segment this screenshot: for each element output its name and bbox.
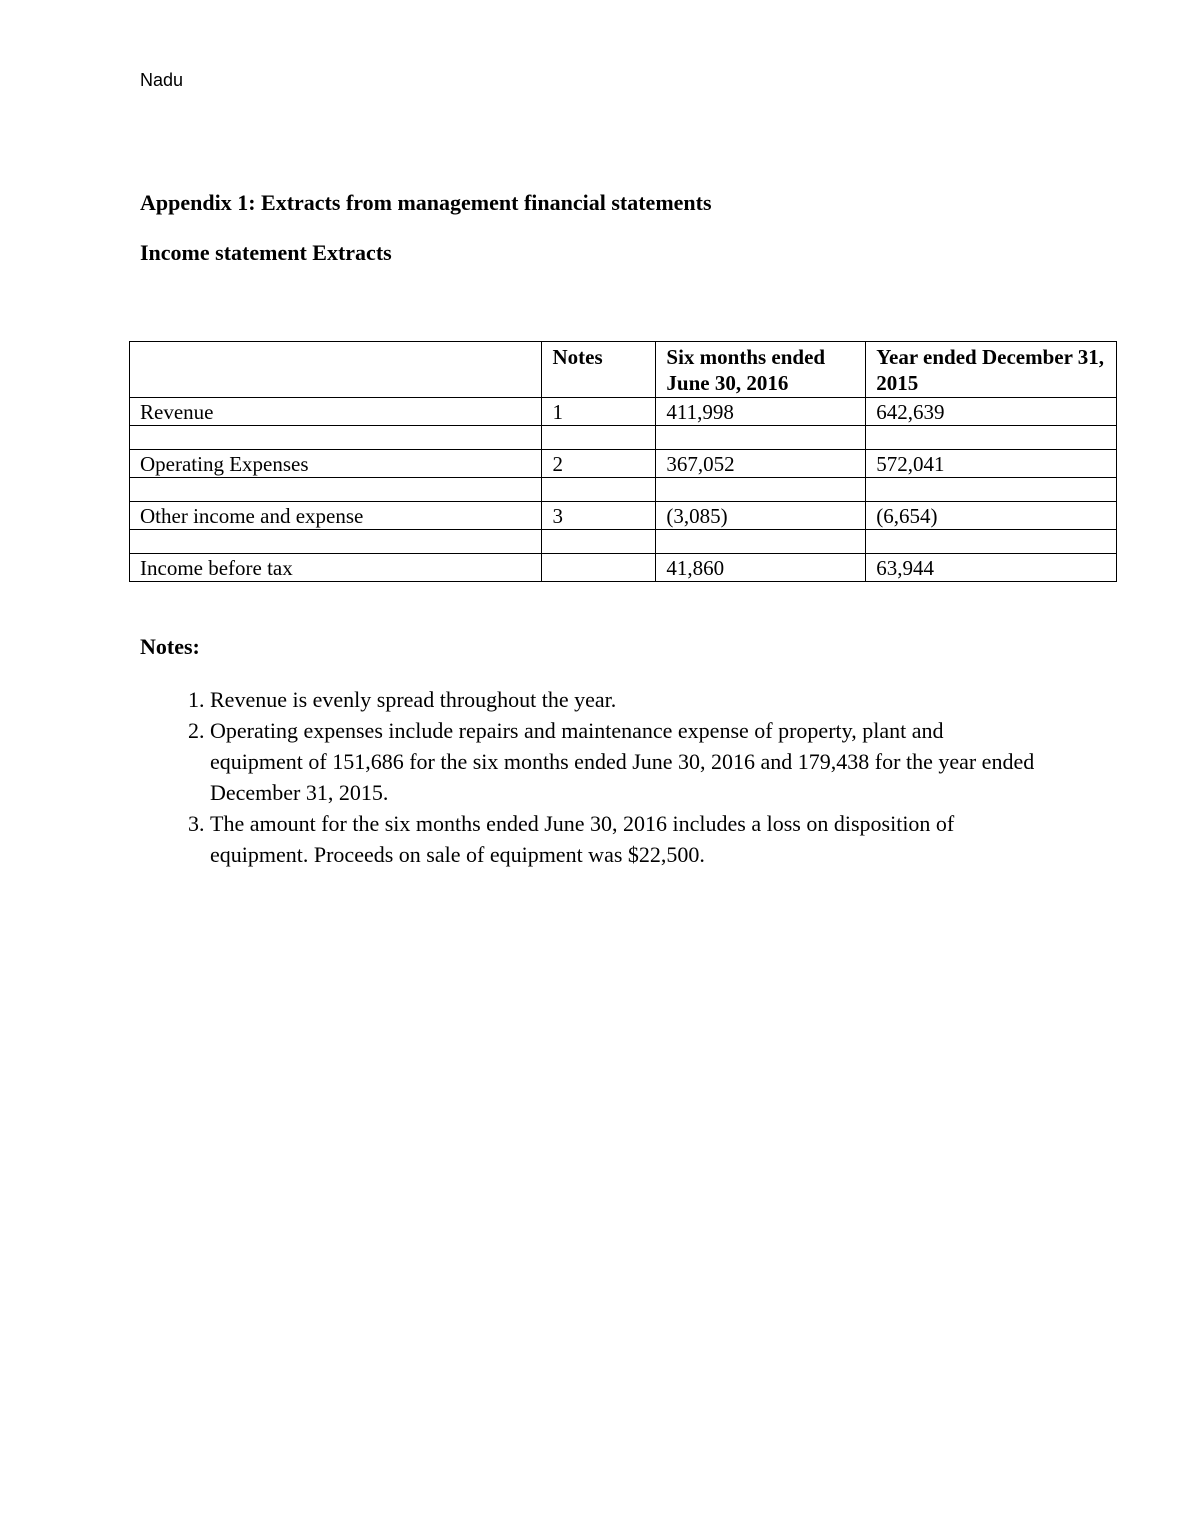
row-note: 1 (542, 398, 656, 426)
row-label: Operating Expenses (130, 450, 542, 478)
header-author: Nadu (140, 70, 184, 90)
table-row-other-income (130, 502, 1117, 530)
row-label: Income before tax (130, 554, 542, 582)
row-six-months: (3,085) (656, 502, 866, 530)
row-year: 63,944 (866, 554, 1117, 582)
header-year: Year ended December 31, 2015 (866, 342, 1117, 398)
appendix-title: Appendix 1: Extracts from management financial statements (140, 190, 712, 215)
notes-list (140, 684, 1040, 870)
header-label (130, 342, 542, 398)
row-year: (6,654) (866, 502, 1117, 530)
row-note: 2 (542, 450, 656, 478)
row-label: Revenue (130, 398, 542, 426)
table-row-operating-expenses (130, 450, 1117, 478)
row-year: 642,639 (866, 398, 1117, 426)
table-header-row (130, 342, 1117, 398)
header-six-months: Six months ended June 30, 2016 (656, 342, 866, 398)
note-item: 2. Operating expenses include repairs and maintenance expense of property, plant and equipment of 151,686 for the six months ended June 30, 2016 and 179,438 for the year ended December 31, 2015. (210, 715, 1040, 808)
row-six-months: 367,052 (656, 450, 866, 478)
row-note: 3 (542, 502, 656, 530)
table-row-spacer (130, 426, 1117, 450)
table-row-income-before-tax (130, 554, 1117, 582)
table-row-spacer (130, 530, 1117, 554)
row-six-months: 41,860 (656, 554, 866, 582)
table-row-spacer (130, 478, 1117, 502)
row-year: 572,041 (866, 450, 1117, 478)
row-six-months: 411,998 (656, 398, 866, 426)
note-item: 1. Revenue is evenly spread throughout the year. (210, 684, 1040, 715)
section-title: Income statement Extracts (140, 240, 392, 265)
row-label: Other income and expense (130, 502, 542, 530)
notes-title: Notes: (140, 634, 200, 659)
note-item: 3. The amount for the six months ended June 30, 2016 includes a loss on disposition of equipment. Proceeds on sale of equipment was $22,500. (210, 808, 1040, 870)
header-notes: Notes (542, 342, 656, 398)
income-statement-table (129, 341, 1117, 582)
table-row-revenue (130, 398, 1117, 426)
row-note (542, 554, 656, 582)
